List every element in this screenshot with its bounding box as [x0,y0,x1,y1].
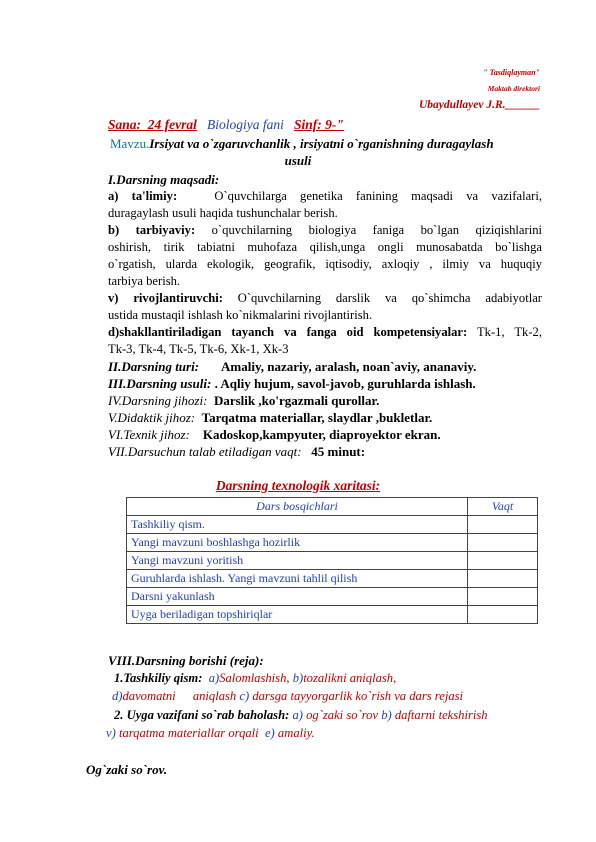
table-row [127,570,538,588]
topic-line-1 [110,136,494,152]
lesson-method [108,375,542,392]
table-row [127,606,538,624]
goal-d-text1: Tk-1, Tk-2, [476,325,542,339]
topic-line-2: usuli [284,153,312,168]
plan-col-time: Vaqt [468,498,538,516]
goal-a-text1: O`quvchilarga genetika fanining maqsadi va vazifalari, [214,189,543,203]
lesson-type-value: Amaliy, nazariy, aralash, noan`aviy, ananaviy. [221,359,477,374]
plan-table [126,497,538,624]
lesson-type [108,358,542,375]
goal-a-line1 [108,188,542,205]
step2-v-text: tarqatma materiallar orqali [118,726,259,740]
lesson-equipment-value: Darslik ,ko'rgazmali qurollar. [213,393,380,408]
approval-role: Maktab direktori [487,84,540,93]
goal-v-label: v) rivojlantiruvchi: [108,291,223,305]
plan-stage: Uyga beriladigan topshiriqlar [127,606,468,624]
step2-b-text: daftarni tekshirish [394,708,488,722]
process-heading: VIII.Darsning borishi (reja): [108,653,264,668]
step2-label: 2. Uyga vazifani so`rab baholash: [114,708,290,722]
lesson-didactic-label: V.Didaktik jihoz: [108,410,196,425]
step1-c-text: darsga tayyorgarlik ko`rish va dars rejasi [252,689,464,703]
process-step2-line2 [106,725,315,742]
lesson-time-label: VII.Darsuchun talab etiladigan vaqt: [108,444,302,459]
lesson-header [108,117,344,133]
step1-a-marker: a) [208,671,220,685]
step2-a-text: og`zaki so`rov [306,708,379,722]
topic-label: Mavzu. [110,136,150,151]
goal-b-line1 [108,222,542,239]
goal-b-text2: oshirish, tirik tabiatni muhofaza qilish,unga ongli munosabatda bo`lishga [108,240,542,254]
plan-stage: Darsni yakunlash [127,588,468,606]
lesson-technical-value: Kadoskop,kampyuter, diaproyektor ekran. [202,427,441,442]
lesson-didactic-value: Tarqatma materiallar, slaydlar ,bukletlar. [201,410,433,425]
plan-stage: Yangi mavzuni yoritish [127,552,468,570]
goal-d-line1 [108,324,542,341]
lesson-type-label: II.Darsning turi: [108,359,200,374]
approval-title: " Tasdiqlayman" [483,68,540,77]
topic-text-1: Irsiyat va o`zgaruvchanlik , irsiyatni o`rganishning duragaylash [149,136,494,151]
table-row [127,588,538,606]
step1-c-marker: c) [239,689,250,703]
step2-b-marker: b) [381,708,392,722]
plan-time [468,570,538,588]
lesson-time [108,443,542,460]
process-step2-line1 [114,707,488,724]
goal-v-text2: ustida mustaqil ishlash ko`nikmalarini rivojlantirish. [108,308,373,322]
table-row [127,516,538,534]
goal-v-line1 [108,290,542,307]
step1-d-marker: d) [112,689,123,703]
goal-a-label: a) ta'limiy: [108,189,178,203]
goal-b-label: b) tarbiyaviy: [108,223,196,237]
lesson-subject: Biologiya fani [207,117,284,132]
goal-d-text2: Tk-3, Tk-4, Tk-5, Tk-6, Xk-1, Xk-3 [108,342,289,356]
step1-label: 1.Tashkiliy qism: [114,671,203,685]
step1-a-text: Salomlashish, [219,671,290,685]
step1-b-text: tozalikni aniqlash, [303,671,397,685]
lesson-technical-label: VI.Texnik jihoz: [108,427,190,442]
lesson-technical [108,426,542,443]
step1-d-text: davomatni aniqlash [122,689,237,703]
plan-header-row [127,498,538,516]
lesson-grade: Sinf: 9-" [294,117,344,132]
goal-b-text1: o`quvchilarning biologiya faniga bo`lgan qiziqishlarini [211,223,543,237]
plan-time [468,606,538,624]
plan-stage: Tashkiliy qism. [127,516,468,534]
goal-b-text3: o`rgatish, ularda ekologik, geografik, iqtisodiy, axloqiy , ilmiy va huquqiy [108,257,542,271]
step2-a-marker: a) [292,708,303,722]
plan-time [468,588,538,606]
goals-heading: I.Darsning maqsadi: [108,172,220,187]
lesson-date: Sana:_24 fevral [108,117,197,132]
step1-b-marker: b) [292,671,304,685]
plan-col-stage: Dars bosqichlari [127,498,468,516]
oral-survey-heading: Og`zaki so`rov. [86,762,168,777]
plan-stage: Yangi mavzuni boshlashga hozirlik [127,534,468,552]
lesson-method-value: . Aqliy hujum, savol-javob, guruhlarda ishlash. [214,376,476,391]
plan-stage: Guruhlarda ishlash. Yangi mavzuni tahlil qilish [127,570,468,588]
step2-e-text: amaliy. [277,726,315,740]
goal-v-text1: O`quvchilarning darslik va qo`shimcha adabiyotlar [237,291,542,305]
plan-title: Darsning texnologik xaritasi: [215,478,381,493]
lesson-didactic [108,409,542,426]
lesson-time-value: 45 minut: [311,444,366,459]
table-row [127,552,538,570]
approval-name: Ubaydullayev J.R.______ [418,99,540,111]
goal-b-text4: tarbiya berish. [108,274,181,288]
step2-e-marker: e) [264,726,275,740]
plan-time [468,516,538,534]
plan-time [468,534,538,552]
plan-time [468,552,538,570]
process-step1-line1 [114,670,396,687]
table-row [127,534,538,552]
goal-d-label: d)shakllantiriladigan tayanch va fanga oid kompetensiyalar: [108,325,468,339]
lesson-method-label: III.Darsning usuli: [108,376,212,391]
process-step1-line2 [112,688,463,705]
lesson-equipment-label: IV.Darsning jihozi: [108,393,208,408]
goal-a-text2: duragaylash usuli haqida tushunchalar berish. [108,206,338,220]
lesson-equipment [108,392,542,409]
step2-v-marker: v) [106,726,116,740]
